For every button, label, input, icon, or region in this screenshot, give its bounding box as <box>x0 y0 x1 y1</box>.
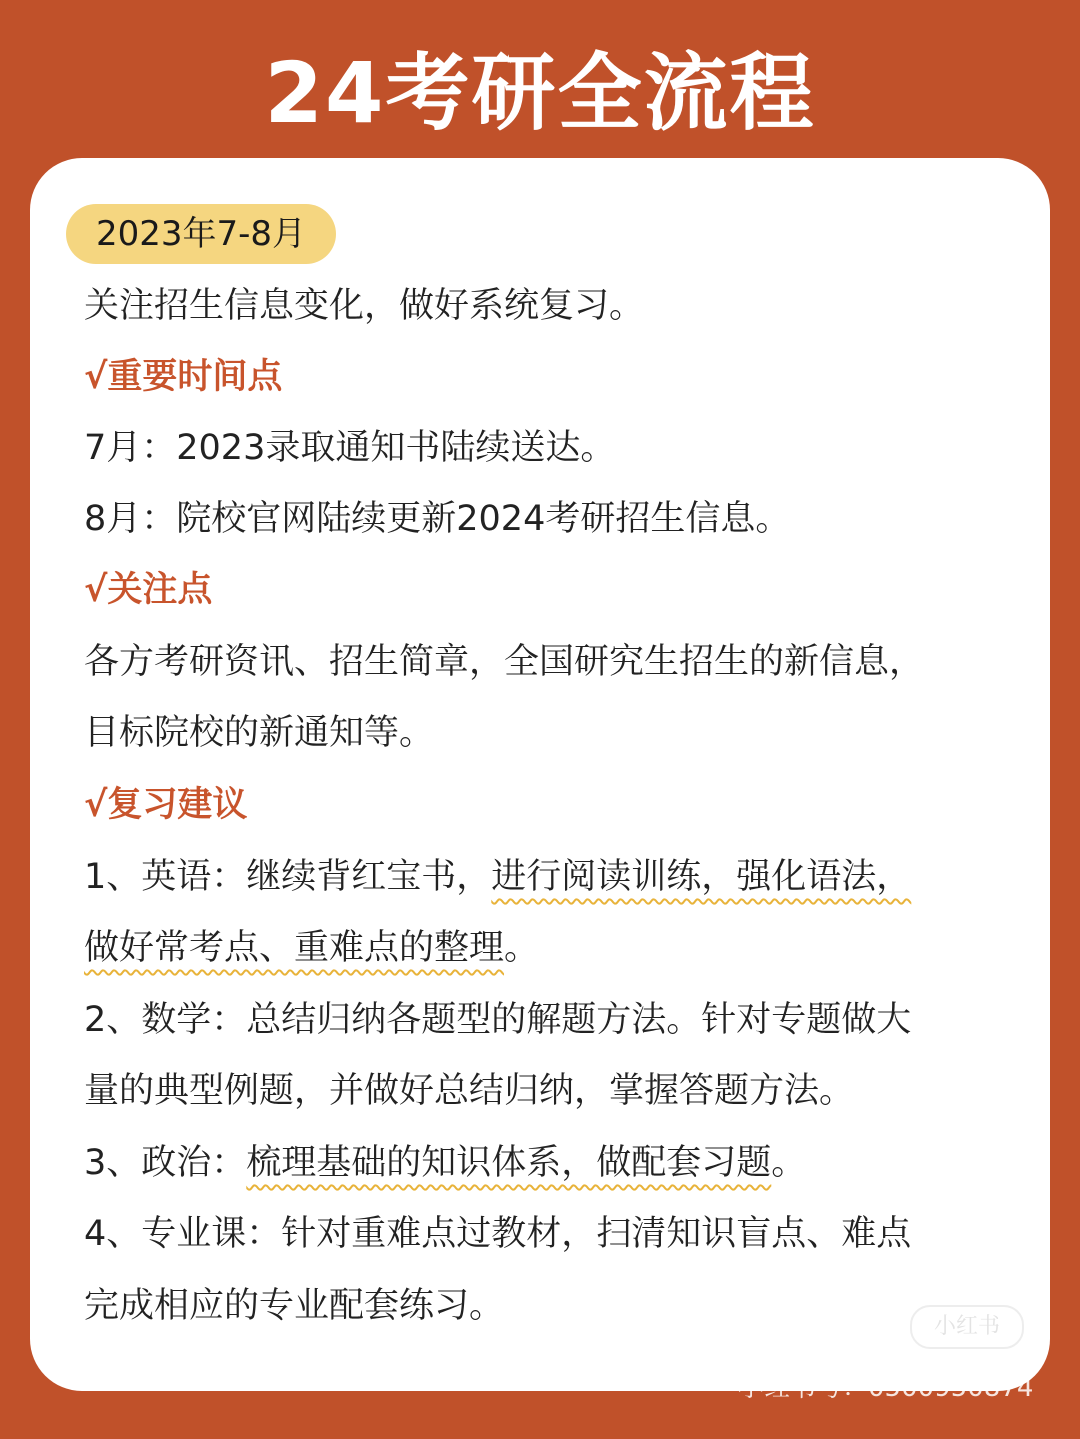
watermark-logo: 小红书 <box>910 1305 1024 1349</box>
important-dates-heading: √重要时间点 <box>84 357 283 397</box>
advice-english-line-2 <box>84 923 539 973</box>
focus-text-line-2: 目标院校的新通知等。 <box>84 713 435 753</box>
advice-heading: √复习建议 <box>84 785 248 825</box>
advice-english-highlight-1: 进行阅读训练，强化语法， <box>491 857 912 897</box>
date-badge: 2023年7-8月 <box>66 204 336 264</box>
advice-major-line-1: 4、专业课：针对重难点过教材，扫清知识盲点、难点 <box>84 1214 912 1254</box>
content-card <box>30 158 1050 1391</box>
advice-politics-suffix: 。 <box>771 1143 807 1183</box>
advice-politics-prefix: 3、政治： <box>84 1143 247 1183</box>
advice-english-highlight-2: 做好常考点、重难点的整理 <box>84 928 505 968</box>
advice-english-suffix: 。 <box>504 928 540 968</box>
watermark-id: 小红书号：0500950874 <box>738 1373 1034 1403</box>
advice-politics-line <box>84 1138 806 1188</box>
intro-text: 关注招生信息变化，做好系统复习。 <box>84 286 645 326</box>
focus-heading: √关注点 <box>84 570 213 610</box>
advice-english-line-1 <box>84 852 911 902</box>
advice-politics-highlight: 梳理基础的知识体系，做配套习题 <box>246 1143 772 1183</box>
advice-english-prefix: 1、英语：继续背红宝书， <box>84 857 492 897</box>
advice-math-line-2: 量的典型例题，并做好总结归纳，掌握答题方法。 <box>84 1071 855 1111</box>
advice-major-line-2: 完成相应的专业配套练习。 <box>84 1286 505 1326</box>
focus-text-line-1: 各方考研资讯、招生简章，全国研究生招生的新信息， <box>84 642 925 682</box>
page-title: 24考研全流程 <box>264 44 816 142</box>
important-date-item-august: 8月：院校官网陆续更新2024考研招生信息。 <box>84 499 791 539</box>
important-date-item-july: 7月：2023录取通知书陆续送达。 <box>84 428 616 468</box>
advice-math-line-1: 2、数学：总结归纳各题型的解题方法。针对专题做大 <box>84 1000 912 1040</box>
